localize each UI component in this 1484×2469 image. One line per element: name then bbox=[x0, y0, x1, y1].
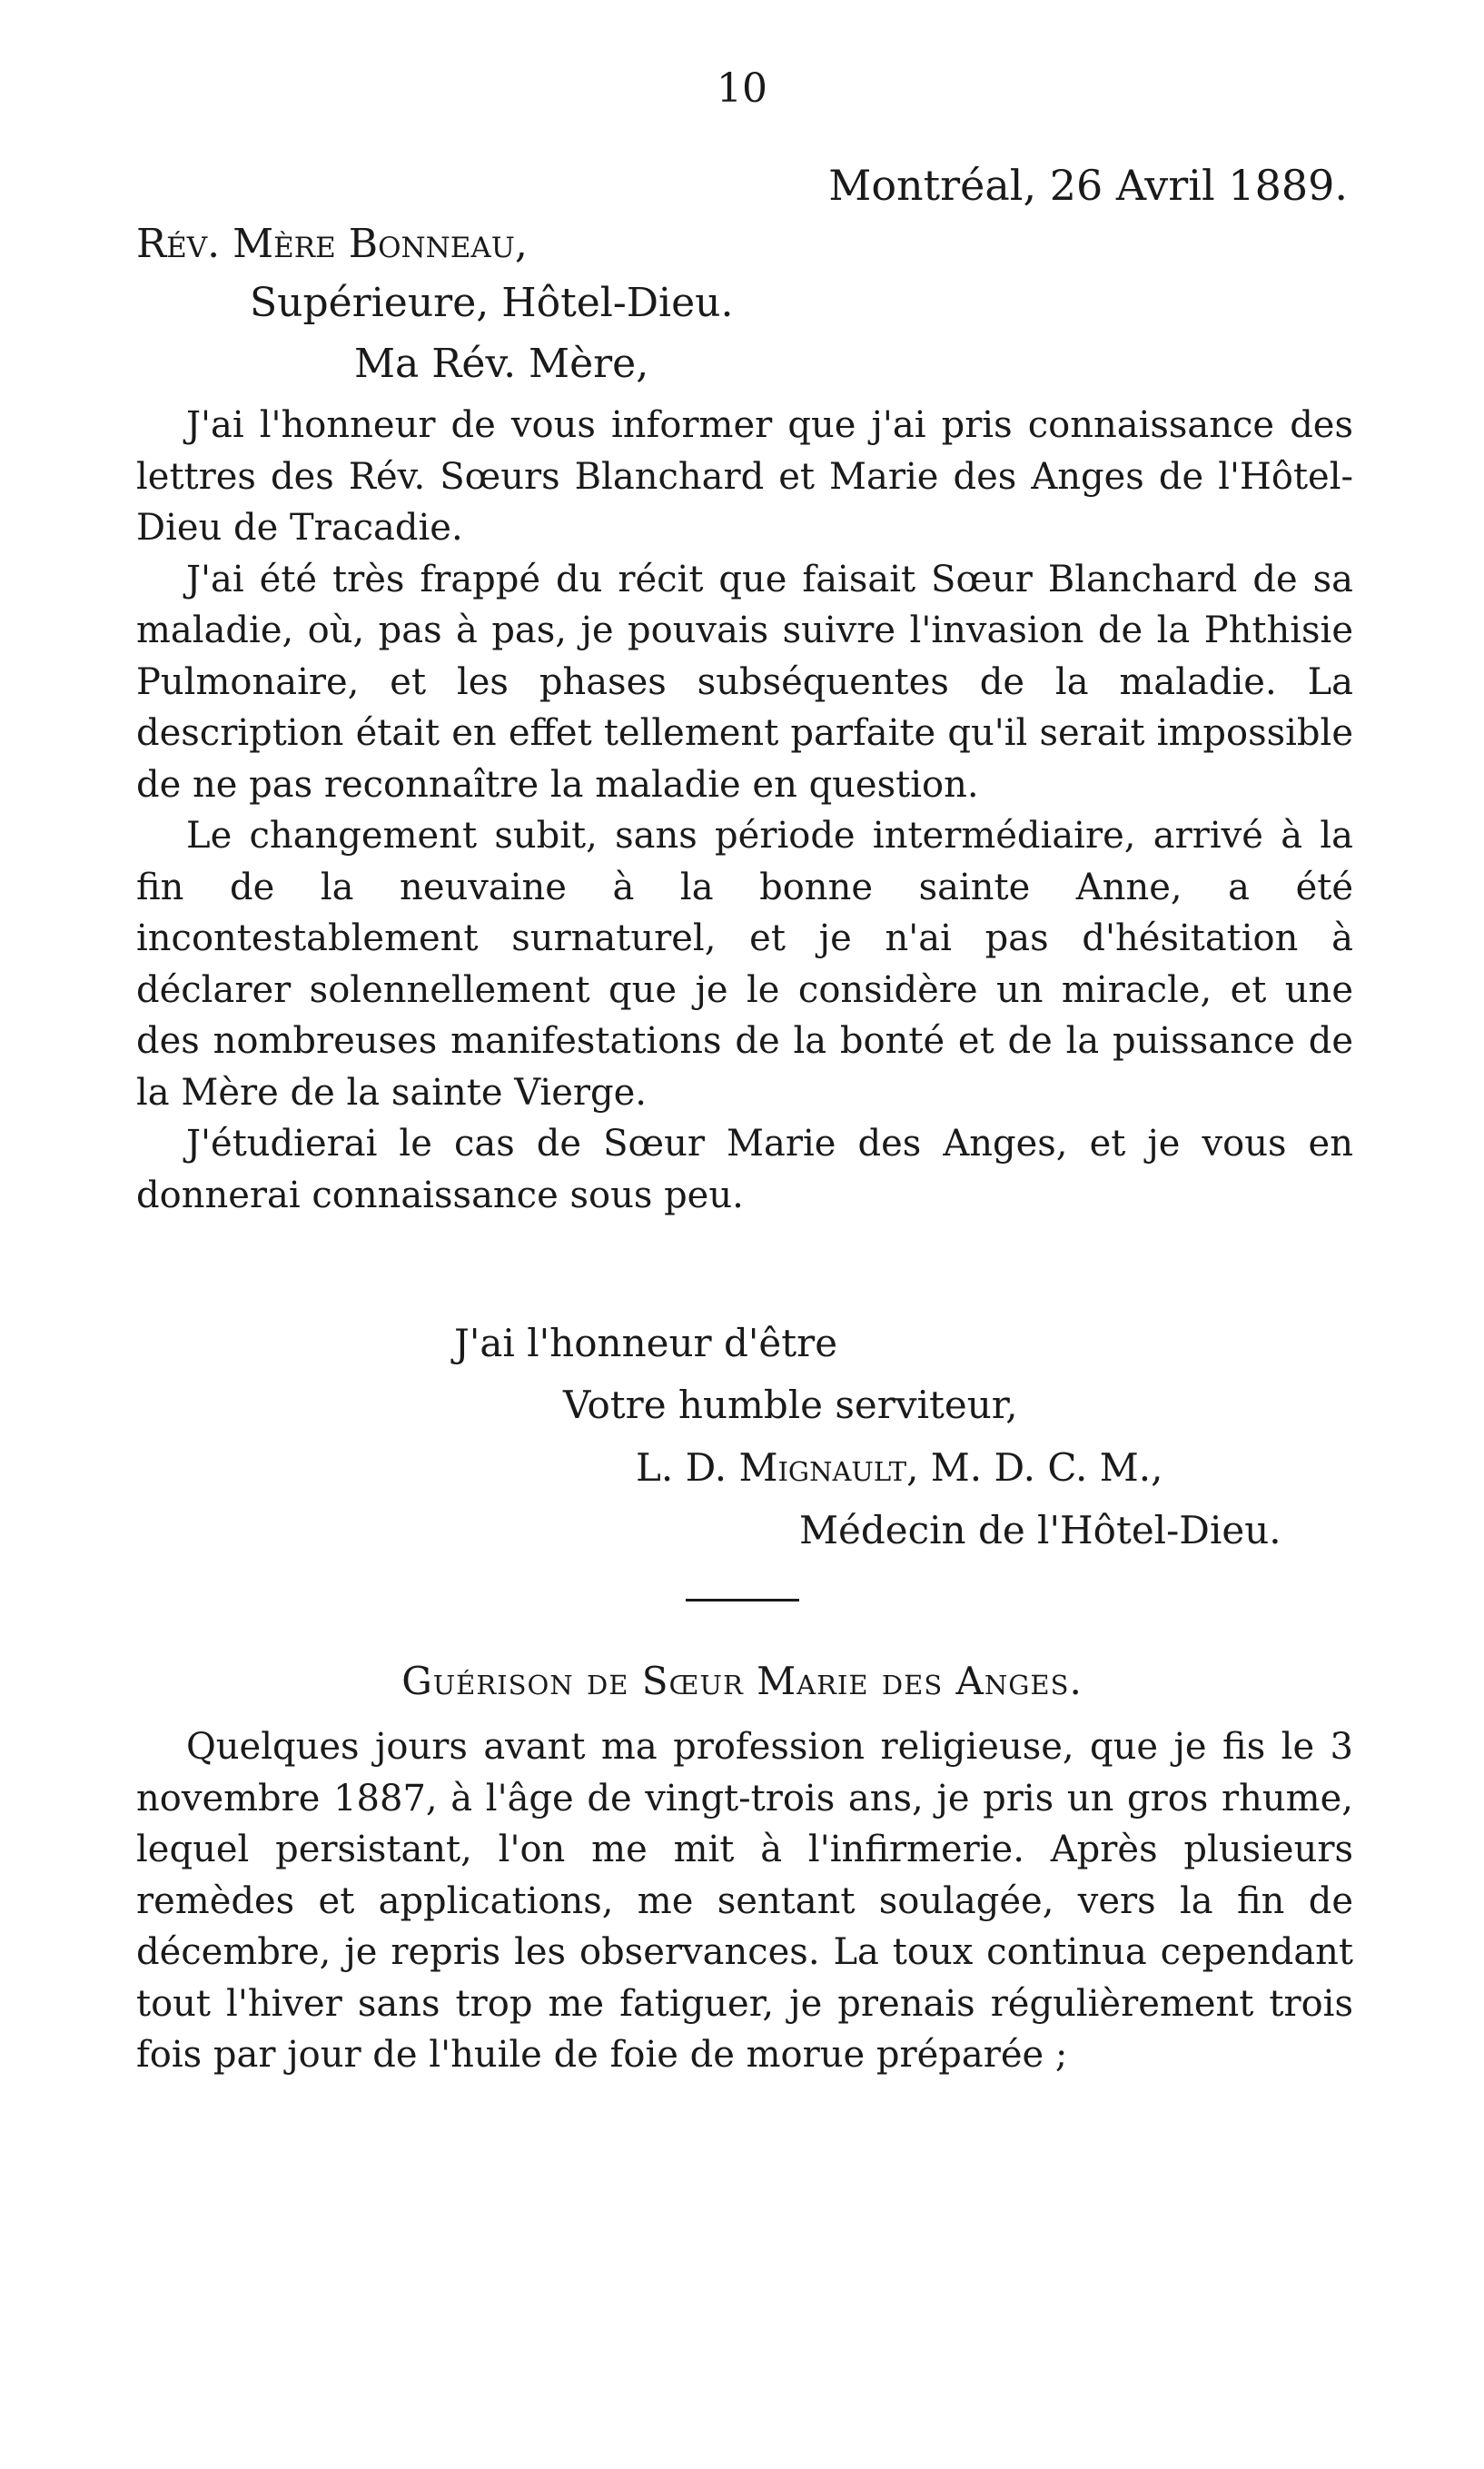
letter-body bbox=[136, 400, 1353, 1221]
letter-addressee-role: Supérieure, Hôtel-Dieu. bbox=[250, 280, 734, 326]
section-body bbox=[136, 1721, 1353, 2081]
letter-signature: L. D. Mignault, M. D. C. M., bbox=[636, 1445, 1163, 1490]
letter-dateline: Montréal, 26 Avril 1889. bbox=[828, 161, 1348, 210]
letter-paragraph: Le changement subit, sans période intermédiaire, arrivé à la fin de la neuvaine à la bonne sainte Anne, a été incontestablement surnaturel, et je n'ai pas d'hésitation à déclarer solennellement que je le considère un miracle, et une des nombreuses manifestations de la bonté et de la puissance de la Mère de la sainte Vierge. bbox=[136, 815, 1353, 1114]
letter-paragraph: J'ai été très frappé du récit que faisait Sœur Blanchard de sa maladie, où, pas à pas, je pouvais suivre l'invasion de la Phthisie Pulmonaire, et les phases subséquentes de la maladie. La description était en effet tellement parfaite qu'il serait impossible de ne pas reconnaître la maladie en question. bbox=[136, 558, 1353, 806]
letter-closing: J'ai l'honneur d'être bbox=[454, 1321, 838, 1365]
letter-addressee-name: Rév. Mère Bonneau, bbox=[136, 221, 528, 267]
letter-paragraph: J'ai l'honneur de vous informer que j'ai pris connaissance des lettres des Rév. Sœurs Blanchard et Marie des Anges de l'Hôtel-Dieu de Tracadie. bbox=[136, 404, 1353, 549]
page-number: 10 bbox=[717, 65, 767, 112]
letter-salutation: Ma Rév. Mère, bbox=[354, 341, 649, 387]
section-heading: Guérison de Sœur Marie des Anges. bbox=[401, 1659, 1083, 1703]
letter-signature-title: Médecin de l'Hôtel-Dieu. bbox=[799, 1508, 1281, 1552]
section-divider bbox=[686, 1599, 799, 1601]
letter-paragraph: J'étudierai le cas de Sœur Marie des Anges, et je vous en donnerai connaissance sous peu. bbox=[136, 1123, 1353, 1216]
letter-closing-sign-off: Votre humble serviteur, bbox=[563, 1383, 1018, 1427]
section-paragraph: Quelques jours avant ma profession religieuse, que je fis le 3 novembre 1887, à l'âge de vingt-trois ans, je pris un gros rhume, lequel persistant, l'on me mit à l'infirmerie. Après plusieurs remèdes et applications, me sentant soulagée, vers la fin de décembre, je repris les observances. La toux continua cependant tout l'hiver sans trop me fatiguer, je prenais régulièrement trois fois par jour de l'huile de foie de morue préparée ; bbox=[136, 1726, 1353, 2076]
